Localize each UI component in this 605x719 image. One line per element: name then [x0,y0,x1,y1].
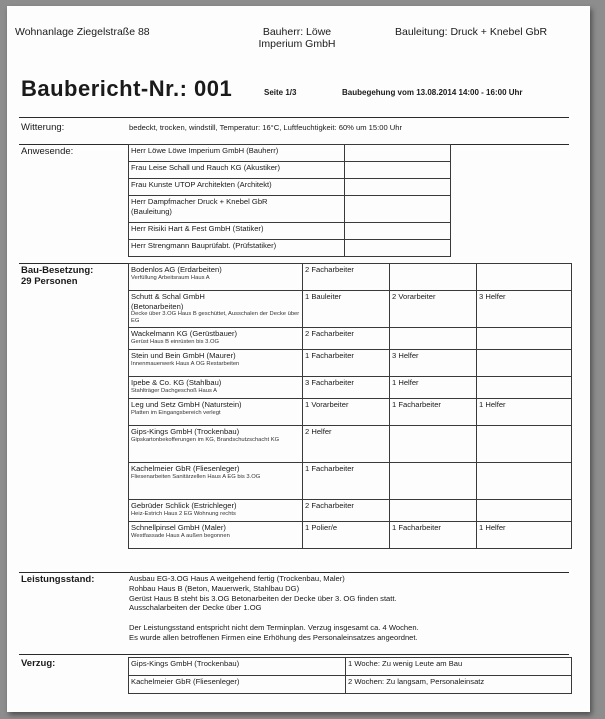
attendee-row [129,162,451,179]
attendee-row [129,145,451,162]
staff-cell: 2 Facharbeiter [303,500,390,522]
staff-cell: 1 Helfer [390,377,477,399]
workforce-row [129,399,572,426]
staff-cell [477,426,572,463]
delay-label: Verzug: [21,658,56,669]
page-number: Seite 1/3 [264,88,297,97]
project-name: Wohnanlage Ziegelstraße 88 [15,26,150,38]
staff-cell: 3 Helfer [390,350,477,377]
attendee-name: Herr Strengmann Bauprüfabt. (Prüfstatiker) [131,241,277,250]
work-description: Stahlträger Dachgeschoß Haus A [131,387,218,394]
construction-management: Bauleitung: Druck + Knebel GbR [395,26,548,38]
staff-cell [477,264,572,291]
staff-cell: 1 Helfer [477,522,572,549]
company-name: Schnellpinsel GmbH (Maler) [131,523,226,532]
staff-cell: 1 Facharbeiter [303,350,390,377]
workforce-row [129,463,572,500]
company-cell [129,264,303,291]
workforce-row [129,328,572,350]
divider [19,117,569,118]
company-name: Wackelmann KG (Gerüstbauer) [131,329,238,338]
inspection-date: Baubegehung vom 13.08.2014 14:00 - 16:00 Uhr [342,88,523,97]
progress-line: Ausbau EG-3.OG Haus A weitgehend fertig (Trockenbau, Maler) [129,574,345,583]
workforce-row [129,426,572,463]
divider [19,654,569,655]
staff-cell [477,463,572,500]
company-cell [129,377,303,399]
company-cell [129,463,303,500]
workforce-title: Bau-Besetzung: [21,265,94,276]
company-name: Stein und Bein GmbH (Maurer) [131,351,236,360]
company-cell [129,291,303,328]
staff-cell: 2 Facharbeiter [303,264,390,291]
attendee-name: Herr Risiki Hart & Fest GmbH (Statiker) [131,224,264,233]
work-description: Westfassade Haus A außen begonnen [131,532,230,539]
client [255,26,339,50]
progress-line: Rohbau Haus B (Beton, Mauerwerk, Stahlbau DG) [129,583,300,593]
workforce-row [129,350,572,377]
company-cell [129,522,303,549]
attendee-row [129,196,451,223]
delay-company: Gips-Kings GmbH (Trockenbau) [131,659,240,668]
company-name: Leg und Setz GmbH (Naturstein) [131,400,242,409]
staff-cell: 1 Helfer [477,399,572,426]
staff-cell [390,500,477,522]
staff-cell [477,500,572,522]
staff-cell: 2 Facharbeiter [303,328,390,350]
progress-text [129,574,419,643]
staff-cell [390,463,477,500]
staff-cell: 3 Facharbeiter [303,377,390,399]
client-line-1: Bauherr: Löwe [262,26,332,38]
weather-text: bedeckt, trocken, windstill, Temperatur: 16°C, Luftfeuchtigkeit: 60% um 15:00 Uhr [129,123,403,132]
progress-note-line: Der Leistungsstand entspricht nicht dem Terminplan. Verzug insgesamt ca. 4 Wochen. [129,623,419,633]
company-cell [129,399,303,426]
staff-cell: 3 Helfer [477,291,572,328]
workforce-count: 29 Personen [21,276,78,287]
workforce-row [129,291,572,328]
work-description: Decke über 3.OG Haus B geschüttet, Ausschalen der Decke über EG [131,311,300,324]
staff-cell: 1 Facharbeiter [390,522,477,549]
delay-row [129,658,572,676]
weather-label: Witterung: [21,122,65,133]
staff-cell: 2 Helfer [303,426,390,463]
staff-cell: 1 Polier/e [303,522,390,549]
company-name: Schutt & Schal GmbH (Betonarbeiten) [131,292,205,311]
work-description: Platten im Eingangsbereich verlegt [131,409,221,416]
staff-cell: 2 Vorarbeiter [390,291,477,328]
workforce-table [128,263,572,549]
report-title: Baubericht-Nr.: 001 [21,76,233,101]
progress-note-line: Es wurde allen betroffenen Firmen eine Erhöhung des Personaleinsatzes angeordnet. [129,632,418,642]
client-line-2: Imperium GmbH [258,38,336,50]
work-description: Verfüllung Arbeitsraum Haus A [131,274,210,281]
progress-line: Ausschalarbeiten der Decke über 1.OG [129,603,262,613]
attendee-row [129,179,451,196]
company-cell [129,426,303,463]
staff-cell: 1 Bauleiter [303,291,390,328]
staff-cell [477,328,572,350]
attendees-label: Anwesende: [21,146,74,157]
workforce-row [129,377,572,399]
progress-line: Gerüst Haus B steht bis 3.OG Betonarbeiten der Decke über 3. OG finden statt. [129,593,397,603]
company-cell [129,500,303,522]
company-name: Gebrüder Schlick (Estrichleger) [131,501,237,510]
work-description: Gerüst Haus B einrüsten bis 3.OG [131,338,219,345]
company-name: Kachelmeier GbR (Fliesenleger) [131,464,240,473]
attendee-name: Herr Löwe Löwe Imperium GmbH (Bauherr) [131,146,279,155]
delay-table [128,657,572,694]
work-description: Innenmauerwerk Haus A OG Restarbeiten [131,360,240,367]
staff-cell [390,328,477,350]
company-name: Bodenlos AG (Erdarbeiten) [131,265,222,274]
work-description: Heiz-Estrich Haus 2 EG Wohnung rechts [131,510,236,517]
divider [19,572,569,573]
company-cell [129,328,303,350]
work-description: Fliesenarbeiten Sanitärzellen Haus A EG bis 3.OG [131,473,261,480]
attendee-row [129,223,451,240]
workforce-row [129,522,572,549]
attendees-table [128,144,451,257]
staff-cell [477,350,572,377]
document-page [7,6,590,712]
workforce-row [129,264,572,291]
company-name: Gips-Kings GmbH (Trockenbau) [131,427,240,436]
delay-reason: 2 Wochen: Zu langsam, Personaleinsatz [348,677,485,686]
attendee-name: Herr Dampfmacher Druck + Knebel GbR (Bauleitung) [131,197,268,216]
staff-cell [477,377,572,399]
staff-cell: 1 Facharbeiter [303,463,390,500]
progress-label: Leistungsstand: [21,574,95,585]
delay-reason: 1 Woche: Zu wenig Leute am Bau [348,659,463,668]
staff-cell: 1 Facharbeiter [390,399,477,426]
attendee-name: Frau Leise Schall und Rauch KG (Akustiker) [131,163,280,172]
company-cell [129,350,303,377]
work-description: Gipskartonbekofferungen im KG, Brandschutzschacht KG [131,436,280,443]
attendee-name: Frau Kunste UTOP Architekten (Architekt) [131,180,272,189]
staff-cell [390,264,477,291]
attendee-row [129,240,451,257]
delay-company: Kachelmeier GbR (Fliesenleger) [131,677,240,686]
staff-cell [390,426,477,463]
company-name: Ipebe & Co. KG (Stahlbau) [131,378,222,387]
workforce-label [21,265,93,287]
workforce-row [129,500,572,522]
delay-row [129,676,572,694]
staff-cell: 1 Vorarbeiter [303,399,390,426]
